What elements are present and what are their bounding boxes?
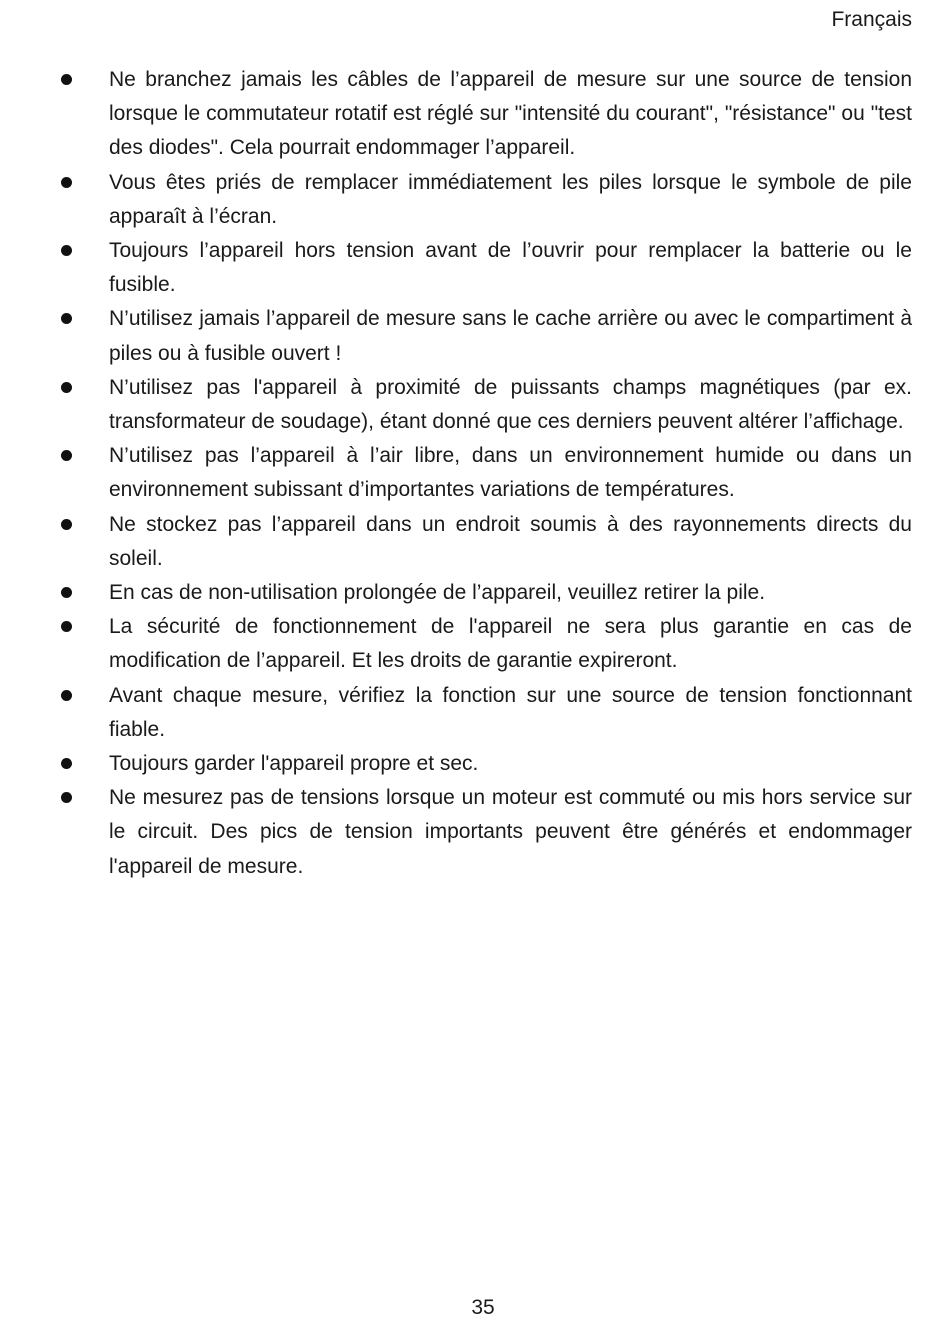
list-item — [52, 747, 912, 781]
bullet-icon — [61, 313, 72, 324]
list-item-text: Ne branchez jamais les câbles de l’appareil de mesure sur une source de tension lorsque le commutateur rotatif est réglé sur "intensité du courant", "résistance" ou "test des diodes". Cela pourrait endommager l’appareil. — [109, 68, 912, 160]
list-item-text: En cas de non-utilisation prolongée de l’appareil, veuillez retirer la pile. — [109, 581, 766, 605]
bullet-icon — [61, 450, 72, 461]
language-label: Français — [831, 8, 912, 31]
bullet-icon — [61, 74, 72, 85]
list-item — [52, 439, 912, 507]
page-number: 35 — [471, 1296, 495, 1319]
list-item — [52, 63, 912, 166]
list-item-text: La sécurité de fonctionnement de l'appareil ne sera plus garantie en cas de modification de l’appareil. Et les droits de garantie expireront. — [109, 615, 912, 673]
list-item — [52, 508, 912, 576]
list-item — [52, 371, 912, 439]
bullet-icon — [61, 245, 72, 256]
list-item-text: Vous êtes priés de remplacer immédiatement les piles lorsque le symbole de pile apparaît à l’écran. — [109, 170, 912, 228]
list-item-text: Toujours l’appareil hors tension avant de l’ouvrir pour remplacer la batterie ou le fusible. — [109, 239, 912, 297]
bullet-icon — [61, 177, 72, 188]
bullet-icon — [61, 587, 72, 598]
list-item — [52, 781, 912, 884]
list-item-text: Ne stockez pas l’appareil dans un endroit soumis à des rayonnements directs du soleil. — [109, 512, 912, 570]
list-item — [52, 679, 912, 747]
bullet-icon — [61, 792, 72, 803]
bullet-icon — [61, 519, 72, 530]
list-item — [52, 234, 912, 302]
list-item-text: Ne mesurez pas de tensions lorsque un moteur est commuté ou mis hors service sur le circuit. Des pics de tension importants peuvent être générés et endommager l'appareil de mesure. — [109, 786, 912, 878]
list-item-text: N’utilisez pas l'appareil à proximité de puissants champs magnétiques (par ex. transformateur de soudage), étant donné que ces derniers peuvent altérer l’affichage. — [109, 375, 912, 434]
list-item-text: Toujours garder l'appareil propre et sec. — [109, 752, 479, 776]
list-item — [52, 302, 912, 370]
bullet-icon — [61, 690, 72, 701]
bullet-icon — [61, 382, 72, 393]
bullet-icon — [61, 621, 72, 632]
list-item-text: N’utilisez pas l’appareil à l’air libre, dans un environnement humide ou dans un environnement subissant d’importantes variations de températures. — [109, 444, 912, 502]
list-item — [52, 166, 912, 234]
safety-instructions-list — [52, 63, 912, 884]
bullet-icon — [61, 758, 72, 769]
list-item — [52, 576, 912, 610]
list-item-text: N’utilisez jamais l’appareil de mesure sans le cache arrière ou avec le compartiment à piles ou à fusible ouvert ! — [109, 307, 912, 365]
list-item — [52, 610, 912, 678]
list-item-text: Avant chaque mesure, vérifiez la fonction sur une source de tension fonctionnant fiable. — [109, 683, 912, 741]
